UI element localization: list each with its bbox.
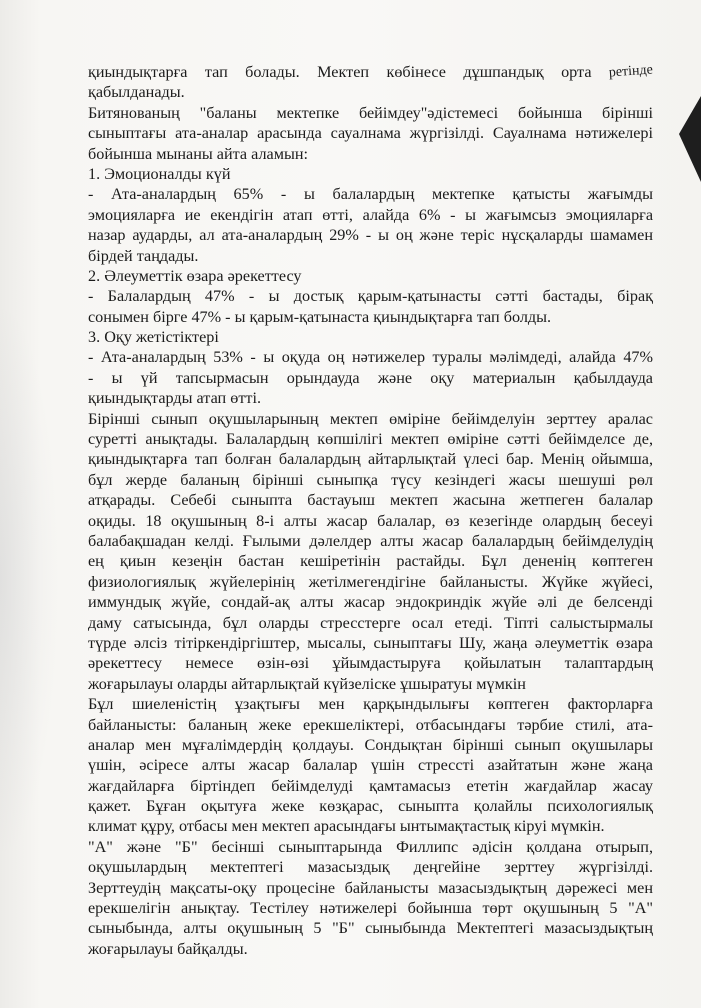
text-line: бірдей таңдады. bbox=[88, 246, 199, 265]
text-line: Бірінші сынып оқушыларының мектеп өміріне бейімделуін зерттеу аралас bbox=[88, 409, 653, 428]
text-line: суретті анықтады. Балалардың көпшілігі мектеп өміріне сәтті бейімделсе де, bbox=[88, 430, 653, 449]
scan-shadow bbox=[0, 300, 60, 860]
text-line: ерекшелігін анықтау. Тестілеу нәтижелері бойынша төрт оқушының 5 "А" bbox=[88, 899, 653, 918]
line-text: қиындықтарға тап болады. Мектеп көбінесе дұшпандық орта bbox=[88, 63, 592, 81]
text-line: қиындықтарға тап болған балалардың айтарлықтай үлесі бар. Менің ойымша, bbox=[88, 450, 653, 469]
line-tail: ретінде bbox=[608, 62, 654, 81]
text-line: оқиды. 18 оқушының 8-і алты жасар балалар, өз кезегінде олардың бесеуі bbox=[88, 511, 653, 530]
text-line: назар аударды, ал ата-аналардың 29% - ы оң және теріс нұсқаларды шамамен bbox=[88, 226, 653, 245]
text-line: қажет. Бұған оқытуға жеке көзқарас, сыныпта қолайлы психологиялық bbox=[88, 797, 653, 816]
section-heading: 1. Эмоционалды күй bbox=[88, 164, 231, 183]
text-line: Зерттеудің мақсаты-оқу процесіне байланысты мазасыздықтың дәрежесі мен bbox=[88, 878, 653, 897]
text-line: эмоцияларға ие екендігін атап өтті, алайда 6% - ы жағымсыз эмоцияларға bbox=[88, 205, 653, 224]
text-line: әрекеттесу немесе өзін-өзі ұйымдастыруға қойылатын талаптардың bbox=[88, 654, 653, 673]
text-line: - ы үй тапсырмасын орындауда және оқу материалын қабылдауда bbox=[88, 368, 653, 387]
text-line: үшін, әсіресе алты жасар балалар үшін стрессті азайтатын және жаңа bbox=[88, 756, 653, 775]
text-line: "А" және "Б" бесінші сыныптарында Филлипс әдісін қолдана отырып, bbox=[88, 837, 653, 856]
text-line: сыныптағы ата-аналар арасында сауалнама жүргізілді. Сауалнама нәтижелері bbox=[88, 124, 653, 143]
text-line: бойынша мынаны айта аламын: bbox=[88, 144, 309, 163]
text-line: аналар мен мұғалімдердің қолдауы. Сондықтан бірінші сынып оқушылары bbox=[88, 735, 653, 754]
section-heading: 2. Әлеуметтік өзара әрекеттесу bbox=[88, 266, 302, 285]
text-line: даму сатысында, бұл оларды стресстерге осал етеді. Тіпті салыстырмалы bbox=[88, 613, 653, 632]
text-line: түрде әлсіз тітіркендіргіштер, мысалы, сыныптағы Шу, жаңа әлеуметтік өзара bbox=[88, 633, 653, 652]
text-line: Бұл шиеленістің ұзақтығы мен қарқындылығы көптеген факторларға bbox=[88, 695, 653, 714]
text-line: сонымен бірге 47% - ы қарым-қатынаста қиындықтарға тап болды. bbox=[88, 307, 552, 326]
text-line: - Ата-аналардың 65% - ы балалардың мектепке қатысты жағымды bbox=[88, 185, 653, 204]
text-line bbox=[88, 62, 653, 82]
text-line: Битянованың "баланы мектепке бейімдеу"әдістемесі бойынша бірінші bbox=[88, 103, 653, 122]
text-line: жоғарылауы оларды айтарлықтай күйзеліске ұшыратуы мүмкін bbox=[88, 674, 526, 693]
text-line: жағдайларға біртіндеп бейімделуді қамтамасыз ететін жағдайлар жасау bbox=[88, 776, 653, 795]
text-line: бұл жерде баланың бірінші сыныпқа түсу кезіндегі жасы шешуші рөл bbox=[88, 470, 653, 489]
section-heading: 3. Оқу жетістіктері bbox=[88, 328, 219, 347]
document-body bbox=[88, 62, 653, 959]
text-line: байланысты: баланың жеке ерекшеліктері, отбасындағы тәрбие стилі, ата- bbox=[88, 715, 653, 734]
binding-edge-mark bbox=[679, 96, 701, 182]
text-line: қабылданады. bbox=[88, 83, 185, 102]
text-line: балабақшадан келді. Ғылыми дәлелдер алты жасар балалардың бейімделудің bbox=[88, 531, 653, 550]
text-line: - Ата-аналардың 53% - ы оқуда оң нәтижелер туралы мәлімдеді, алайда 47% bbox=[88, 348, 653, 367]
text-line: физиологиялық жүйелерінің жетілмегендігіне байланысты. Жүйке жүйесі, bbox=[88, 572, 653, 591]
text-line: сыныбында, алты оқушының 5 "Б" сыныбында Мектептегі мазасыздықтың bbox=[88, 919, 653, 938]
text-line: қиындықтарды атап өтті. bbox=[88, 389, 262, 408]
text-line: оқушылардың мектептегі мазасыздық деңгейіне зерттеу жүргізілді. bbox=[88, 858, 653, 877]
text-line: жоғарылауы байқалды. bbox=[88, 939, 248, 958]
text-line: иммундық жүйе, сондай-ақ алты жасар эндокриндік жүйе әлі де белсенді bbox=[88, 593, 653, 612]
text-line: атқарады. Себебі сыныпта бастауыш мектеп жасына жетпеген балалар bbox=[88, 491, 653, 510]
text-line: климат құру, отбасы мен мектеп арасындағы ынтымақтастық кіруі мүмкін. bbox=[88, 817, 605, 836]
text-line: ең қиын кезеңін бастан кешіретінін растайды. Бұл дененің көптеген bbox=[88, 552, 653, 571]
text-line: - Балалардың 47% - ы достық қарым-қатынасты сәтті бастады, бірақ bbox=[88, 287, 653, 306]
